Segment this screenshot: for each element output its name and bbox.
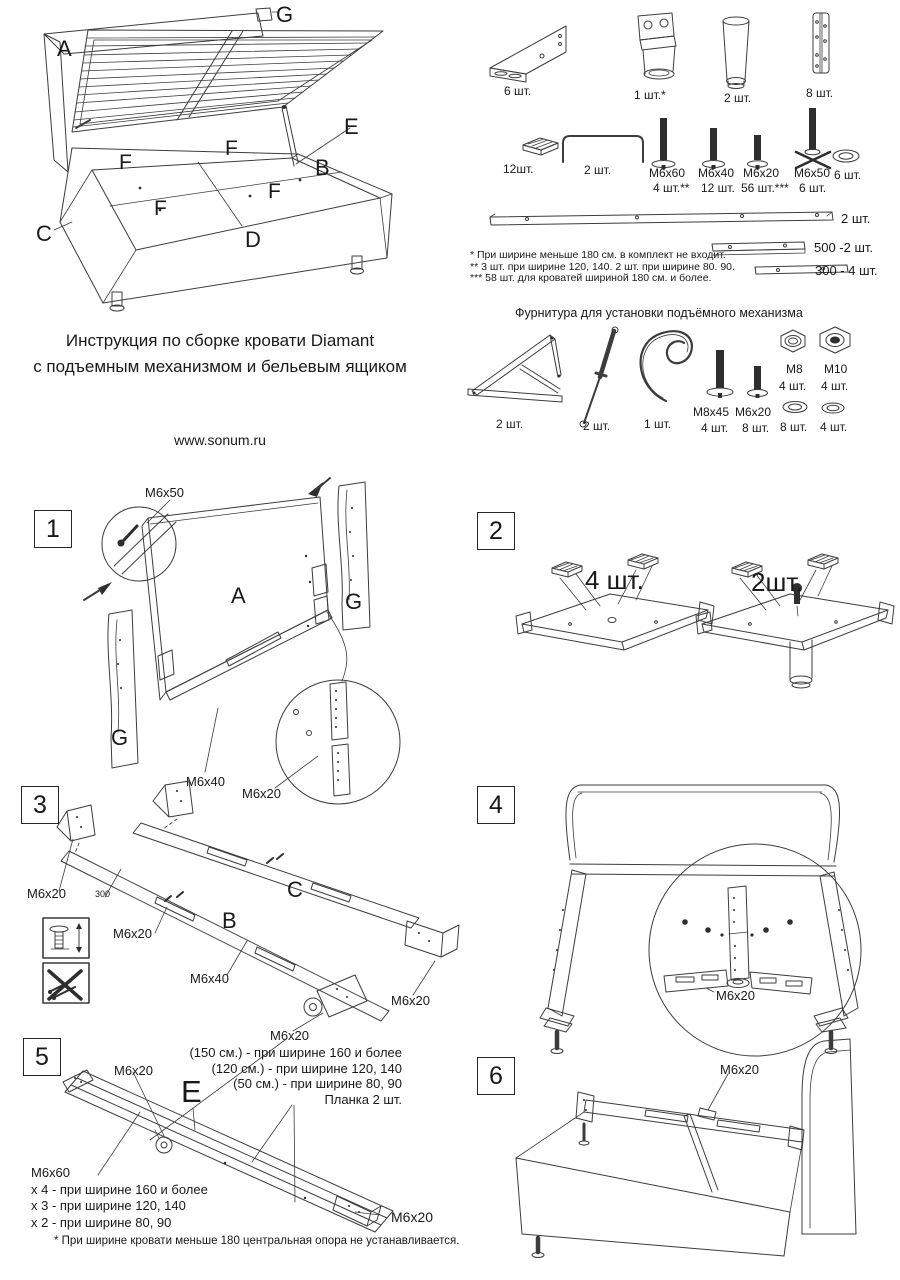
bolt-label-m6x20: M6x20 [270, 1028, 310, 1043]
part-label-f: F [119, 151, 132, 174]
part-label-g: G [345, 589, 363, 614]
part-label-c: C [36, 221, 52, 246]
nut-m8-icon [777, 328, 809, 354]
qty-nut-m8: 4 шт. [779, 379, 807, 393]
bolt-size-m6x60: M6x60 [649, 166, 686, 180]
step-5-digit: 5 [35, 1042, 49, 1071]
m6x60-option-160: x 4 - при ширине 160 и более [31, 1181, 208, 1197]
part-label-g: G [276, 2, 294, 27]
step-2-digit: 2 [489, 516, 503, 545]
bolt-label-m6x60: M6x60 [31, 1165, 71, 1180]
strap-icon [630, 327, 700, 405]
qty-gas-strut: 2 шт. [583, 419, 611, 433]
beam-length-options [158, 1045, 402, 1107]
bolt-m8x45-icon [704, 348, 738, 406]
step-6-digit: 6 [489, 1061, 503, 1090]
length-option-150: (150 см.) - при ширине 160 и более [189, 1045, 402, 1060]
bolt-label-m6x20: M6x20 [391, 1209, 434, 1225]
qty-nut-m10: 4 шт. [821, 379, 849, 393]
bolt-m6x20-lift-icon [744, 364, 772, 404]
qty-bracket-leg: 2шт. [751, 567, 803, 597]
m6x60-option-80: x 2 - при ширине 80, 90 [31, 1214, 172, 1230]
mounting-plate-icon [806, 10, 834, 80]
note-1: * При ширине меньше 180 см. в комплект не входит. [470, 249, 726, 261]
note-2: ** 3 шт. при ширине 120, 140. 2 шт. при ширине 80. 90. [470, 260, 735, 273]
part-label-g: G [111, 725, 129, 750]
corner-bracket-icon [482, 16, 578, 86]
bolt-size-m6x20: M6x20 [743, 166, 780, 180]
title-line2: с подъемным механизмом и бельевым ящиком [33, 357, 407, 376]
step6-illustration [460, 1030, 900, 1280]
qty-m6x50: 6 шт. [799, 181, 827, 195]
qty-slat-long: 2 шт. [841, 211, 871, 226]
qty-corner-bracket: 6 шт. [504, 84, 532, 98]
bed-leg-icon [713, 14, 759, 94]
washer-8-icon [780, 399, 810, 415]
washer-icon [830, 146, 862, 166]
step4-illustration [460, 770, 900, 1060]
qty-slat-500: 500 -2 шт. [814, 240, 874, 255]
bolt-size-m8x45: M8x45 [693, 405, 730, 419]
part-label-c: C [287, 877, 303, 902]
part-label-e: E [344, 114, 359, 139]
bolt-label-m6x20: M6x20 [27, 886, 67, 901]
qty-washer: 6 шт. [834, 168, 862, 182]
qty-washer-4: 4 шт. [820, 420, 848, 434]
bolt-label-m6x20: M6x20 [716, 988, 756, 1003]
bolt-label-m6x50: M6x50 [145, 485, 185, 500]
hardware-notes [470, 250, 740, 285]
qty-m6x60: 4 шт.** [653, 181, 690, 195]
nut-size-m8: M8 [786, 362, 803, 376]
bolt-label-m6x20: M6x20 [242, 786, 282, 801]
slat-long-icon [487, 209, 839, 229]
qty-m6x20-lift: 8 шт. [742, 421, 770, 435]
bolt-label-m6x40: M6x40 [186, 774, 226, 789]
note-3: *** 58 шт. для кроватей шириной 180 см. и более. [470, 272, 712, 284]
qty-washer-8: 8 шт. [780, 420, 808, 434]
qty-handle: 2 шт. [584, 163, 612, 177]
part-label-a: A [231, 583, 246, 608]
qty-pad: 12шт. [503, 162, 534, 176]
lift-mechanism-icon [462, 323, 574, 411]
qty-m8x45: 4 шт. [701, 421, 729, 435]
handle-bracket-icon [556, 130, 650, 164]
dimension-300: 300 [95, 889, 111, 899]
step2-illustration [460, 492, 900, 707]
qty-plate: 8 шт. [806, 86, 834, 100]
part-label-f: F [225, 137, 238, 160]
gas-strut-icon [570, 325, 628, 430]
bolt-label-m6x20: M6x20 [113, 926, 153, 941]
qty-m6x40: 12 шт. [701, 181, 735, 195]
length-option-120: (120 см.) - при ширине 120, 140 [211, 1060, 402, 1076]
qty-m6x20: 56 шт.*** [741, 181, 789, 195]
nut-size-m10: M10 [824, 362, 848, 376]
page-title [15, 328, 425, 380]
title-line1: Инструкция по сборке кровати Diamant [65, 331, 375, 350]
center-leg-bracket-icon [626, 10, 682, 88]
footnote: * При ширине кровати меньше 180 центральная опора не устанавливается. [54, 1235, 460, 1247]
qty-center-bracket: 1 шт.* [634, 88, 666, 102]
part-label-d: D [245, 227, 261, 252]
step-4-digit: 4 [489, 790, 503, 819]
part-label-e: E [181, 1074, 202, 1109]
m6x60-options [31, 1165, 208, 1231]
bolt-size-m6x40: M6x40 [698, 166, 735, 180]
bolt-size-m6x50: M6x50 [794, 166, 831, 180]
washer-4-icon [819, 401, 847, 415]
part-label-f: F [268, 180, 281, 203]
step-1-digit: 1 [46, 514, 60, 543]
part-label-b: B [222, 908, 237, 933]
qty-lift-mechanism: 2 шт. [496, 417, 524, 431]
website-url: www.sonum.ru [174, 432, 266, 448]
part-label-b: B [315, 155, 330, 180]
bolt-label-m6x20: M6x20 [114, 1063, 154, 1078]
part-label-a: A [57, 36, 72, 61]
nut-m10-icon [816, 325, 854, 355]
qty-leg: 2 шт. [724, 91, 752, 105]
qty-bracket-plain: 4 шт. [585, 565, 644, 595]
length-option-50: (50 см.) - при ширине 80, 90 [233, 1076, 402, 1091]
qty-strap: 1 шт. [644, 417, 672, 431]
step-3-digit: 3 [33, 790, 47, 819]
m6x60-option-120: x 3 - при ширине 120, 140 [31, 1198, 186, 1213]
beam-qty: Планка 2 шт. [324, 1091, 402, 1107]
qty-slat-300: 300 - 4 шт. [815, 263, 878, 278]
bolt-size-m6x20-lift: M6x20 [735, 405, 772, 419]
lift-hardware-title: Фурнитура для установки подъёмного механизма [515, 306, 803, 320]
bolt-label-m6x40: M6x40 [190, 971, 230, 986]
bolt-label-m6x20: M6x20 [720, 1062, 760, 1077]
part-label-f: F [154, 197, 167, 220]
step1-illustration [20, 460, 460, 810]
bolt-label-m6x20: M6x20 [391, 993, 431, 1008]
